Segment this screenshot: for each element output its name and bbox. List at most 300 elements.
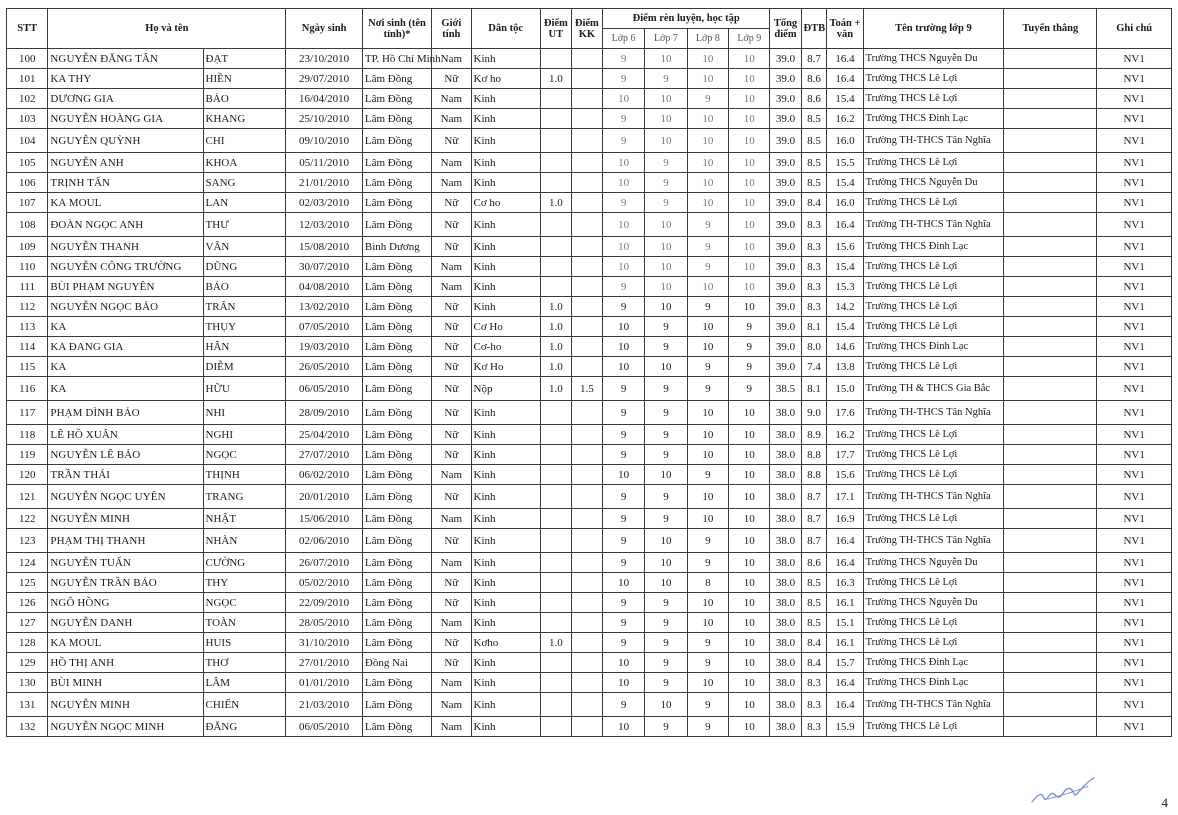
row-notes: NV1	[1097, 69, 1172, 89]
row-grade6: 10	[602, 213, 644, 237]
row-birth-date: 15/08/2010	[286, 237, 363, 257]
row-grade7: 9	[645, 509, 687, 529]
row-ethnicity: Kinh	[471, 109, 540, 129]
row-grade8: 9	[687, 717, 728, 737]
row-birth-place: Bình Dương	[362, 237, 431, 257]
row-surname: ĐOÀN NGỌC ANH	[48, 213, 203, 237]
row-grade9: 10	[729, 613, 770, 633]
row-direct-admission	[1004, 337, 1097, 357]
row-grade7: 10	[645, 237, 687, 257]
row-ethnicity: Kinh	[471, 465, 540, 485]
row-direct-admission	[1004, 277, 1097, 297]
row-grade9: 10	[729, 257, 770, 277]
row-birth-date: 22/09/2010	[286, 593, 363, 613]
row-ethnicity: Kinh	[471, 129, 540, 153]
row-school: Trường TH-THCS Tân Nghĩa	[863, 529, 1004, 553]
row-given-name: HỮU	[203, 377, 286, 401]
row-total: 38.0	[770, 529, 801, 553]
header-full-name: Họ và tên	[48, 9, 286, 49]
row-bonus-points	[571, 89, 602, 109]
row-priority-points	[540, 553, 571, 573]
row-notes: NV1	[1097, 89, 1172, 109]
row-birth-place: Lâm Đồng	[362, 89, 431, 109]
row-school: Trường THCS Đinh Lạc	[863, 109, 1004, 129]
header-grade8: Lớp 8	[687, 29, 728, 49]
row-stt: 114	[7, 337, 48, 357]
table-row	[7, 317, 1172, 337]
row-average: 8.3	[801, 277, 827, 297]
row-priority-points	[540, 573, 571, 593]
row-grade6: 9	[602, 445, 644, 465]
row-gender: Nữ	[432, 213, 471, 237]
row-surname: NGUYỄN MINH	[48, 693, 203, 717]
row-ethnicity: Kinh	[471, 445, 540, 465]
header-ethnicity: Dân tộc	[471, 9, 540, 49]
row-birth-date: 07/05/2010	[286, 317, 363, 337]
row-birth-date: 31/10/2010	[286, 633, 363, 653]
row-stt: 127	[7, 613, 48, 633]
header-birth-date: Ngày sinh	[286, 9, 363, 49]
row-birth-date: 23/10/2010	[286, 49, 363, 69]
row-bonus-points	[571, 593, 602, 613]
row-stt: 118	[7, 425, 48, 445]
row-grade9: 10	[729, 425, 770, 445]
row-priority-points	[540, 717, 571, 737]
row-stt: 125	[7, 573, 48, 593]
row-grade7: 9	[645, 425, 687, 445]
row-gender: Nữ	[432, 401, 471, 425]
row-total: 38.0	[770, 717, 801, 737]
row-direct-admission	[1004, 153, 1097, 173]
row-grade7: 10	[645, 109, 687, 129]
row-math-literature: 15.4	[827, 173, 863, 193]
row-total: 39.0	[770, 317, 801, 337]
row-average: 8.5	[801, 173, 827, 193]
row-total: 39.0	[770, 277, 801, 297]
row-notes: NV1	[1097, 337, 1172, 357]
row-math-literature: 16.4	[827, 529, 863, 553]
row-bonus-points	[571, 509, 602, 529]
row-direct-admission	[1004, 89, 1097, 109]
row-math-literature: 16.4	[827, 49, 863, 69]
row-grade7: 9	[645, 445, 687, 465]
row-total: 39.0	[770, 237, 801, 257]
row-grade9: 10	[729, 445, 770, 465]
table-row	[7, 717, 1172, 737]
row-grade7: 10	[645, 465, 687, 485]
row-bonus-points	[571, 717, 602, 737]
header-conduct-study-points: Điểm rèn luyện, học tập	[602, 9, 770, 29]
row-grade7: 9	[645, 69, 687, 89]
row-grade7: 9	[645, 317, 687, 337]
table-row	[7, 173, 1172, 193]
row-grade9: 10	[729, 593, 770, 613]
row-notes: NV1	[1097, 613, 1172, 633]
row-grade8: 9	[687, 653, 728, 673]
row-surname: NGUYỄN ĐĂNG TÂN	[48, 49, 203, 69]
row-grade8: 8	[687, 573, 728, 593]
row-grade7: 9	[645, 673, 687, 693]
row-math-literature: 14.6	[827, 337, 863, 357]
row-school: Trường TH-THCS Tân Nghĩa	[863, 213, 1004, 237]
row-total: 38.0	[770, 445, 801, 465]
row-notes: NV1	[1097, 693, 1172, 717]
row-grade7: 9	[645, 613, 687, 633]
row-direct-admission	[1004, 633, 1097, 653]
row-grade8: 10	[687, 173, 728, 193]
row-birth-date: 02/03/2010	[286, 193, 363, 213]
row-birth-date: 06/05/2010	[286, 717, 363, 737]
row-total: 38.0	[770, 653, 801, 673]
row-notes: NV1	[1097, 377, 1172, 401]
row-direct-admission	[1004, 653, 1097, 673]
row-math-literature: 17.7	[827, 445, 863, 465]
row-birth-place: Đồng Nai	[362, 653, 431, 673]
row-direct-admission	[1004, 193, 1097, 213]
row-direct-admission	[1004, 317, 1097, 337]
row-surname: KA THY	[48, 69, 203, 89]
row-grade6: 9	[602, 693, 644, 717]
row-gender: Nam	[432, 49, 471, 69]
row-gender: Nữ	[432, 317, 471, 337]
row-surname: NGUYỄN DANH	[48, 613, 203, 633]
row-school: Trường TH & THCS Gia Bắc	[863, 377, 1004, 401]
row-total: 39.0	[770, 153, 801, 173]
row-grade9: 10	[729, 553, 770, 573]
row-grade7: 9	[645, 173, 687, 193]
row-surname: KA MOUL	[48, 633, 203, 653]
row-surname: HỒ THỊ ANH	[48, 653, 203, 673]
row-birth-date: 04/08/2010	[286, 277, 363, 297]
row-math-literature: 16.9	[827, 509, 863, 529]
row-given-name: THỊNH	[203, 465, 286, 485]
table-row	[7, 49, 1172, 69]
row-direct-admission	[1004, 69, 1097, 89]
row-average: 8.3	[801, 693, 827, 717]
row-priority-points	[540, 401, 571, 425]
row-priority-points	[540, 89, 571, 109]
row-notes: NV1	[1097, 553, 1172, 573]
row-given-name: NGỌC	[203, 445, 286, 465]
row-grade7: 9	[645, 193, 687, 213]
row-grade8: 10	[687, 277, 728, 297]
row-given-name: SANG	[203, 173, 286, 193]
row-ethnicity: Kinh	[471, 553, 540, 573]
row-surname: NGUYỄN TUẤN	[48, 553, 203, 573]
row-math-literature: 17.6	[827, 401, 863, 425]
row-ethnicity: Cơ Ho	[471, 317, 540, 337]
row-stt: 132	[7, 717, 48, 737]
row-bonus-points	[571, 337, 602, 357]
row-school: Trường THCS Lê Lợi	[863, 465, 1004, 485]
row-school: Trường TH-THCS Tân Nghĩa	[863, 129, 1004, 153]
row-given-name: THỤY	[203, 317, 286, 337]
row-surname: PHẠM THỊ THANH	[48, 529, 203, 553]
row-math-literature: 16.2	[827, 425, 863, 445]
row-stt: 126	[7, 593, 48, 613]
row-grade6: 10	[602, 357, 644, 377]
row-gender: Nữ	[432, 69, 471, 89]
row-math-literature: 15.6	[827, 465, 863, 485]
row-notes: NV1	[1097, 49, 1172, 69]
row-priority-points	[540, 425, 571, 445]
row-average: 8.1	[801, 317, 827, 337]
row-bonus-points	[571, 673, 602, 693]
row-ethnicity: Kinh	[471, 49, 540, 69]
row-ethnicity: Kinh	[471, 717, 540, 737]
row-grade7: 10	[645, 357, 687, 377]
row-surname: NGUYỄN ANH	[48, 153, 203, 173]
header-gender: Giới tính	[432, 9, 471, 49]
row-average: 8.6	[801, 69, 827, 89]
row-grade6: 9	[602, 613, 644, 633]
row-birth-place: Lâm Đồng	[362, 109, 431, 129]
row-grade8: 9	[687, 357, 728, 377]
row-given-name: NGỌC	[203, 593, 286, 613]
row-school: Trường THCS Lê Lợi	[863, 317, 1004, 337]
row-surname: KA	[48, 357, 203, 377]
row-given-name: NHÀN	[203, 529, 286, 553]
page-number: 4	[1161, 795, 1168, 810]
row-average: 8.8	[801, 465, 827, 485]
row-bonus-points	[571, 573, 602, 593]
row-direct-admission	[1004, 573, 1097, 593]
row-bonus-points	[571, 529, 602, 553]
row-grade9: 9	[729, 377, 770, 401]
row-priority-points	[540, 673, 571, 693]
row-math-literature: 15.0	[827, 377, 863, 401]
row-gender: Nữ	[432, 593, 471, 613]
row-priority-points	[540, 213, 571, 237]
row-total: 39.0	[770, 109, 801, 129]
row-bonus-points	[571, 257, 602, 277]
row-given-name: NGHI	[203, 425, 286, 445]
row-direct-admission	[1004, 377, 1097, 401]
table-row	[7, 529, 1172, 553]
row-bonus-points	[571, 613, 602, 633]
row-bonus-points	[571, 553, 602, 573]
row-birth-place: Lâm Đồng	[362, 213, 431, 237]
row-bonus-points	[571, 277, 602, 297]
row-surname: NGUYỄN LÊ BẢO	[48, 445, 203, 465]
row-bonus-points	[571, 237, 602, 257]
row-surname: BÙI PHẠM NGUYÊN	[48, 277, 203, 297]
row-stt: 107	[7, 193, 48, 213]
row-priority-points: 1.0	[540, 317, 571, 337]
row-grade9: 9	[729, 357, 770, 377]
row-priority-points	[540, 653, 571, 673]
row-bonus-points	[571, 297, 602, 317]
row-stt: 109	[7, 237, 48, 257]
row-surname: PHẠM DÌNH BẢO	[48, 401, 203, 425]
row-bonus-points	[571, 109, 602, 129]
row-direct-admission	[1004, 257, 1097, 277]
row-grade9: 10	[729, 237, 770, 257]
row-grade7: 10	[645, 553, 687, 573]
row-grade7: 9	[645, 401, 687, 425]
row-notes: NV1	[1097, 173, 1172, 193]
row-stt: 108	[7, 213, 48, 237]
table-row	[7, 237, 1172, 257]
row-gender: Nam	[432, 173, 471, 193]
row-birth-place: Lâm Đồng	[362, 465, 431, 485]
row-birth-place: Lâm Đồng	[362, 257, 431, 277]
row-bonus-points	[571, 445, 602, 465]
table-row	[7, 633, 1172, 653]
row-total: 39.0	[770, 357, 801, 377]
row-gender: Nam	[432, 257, 471, 277]
row-given-name: DŨNG	[203, 257, 286, 277]
row-birth-date: 13/02/2010	[286, 297, 363, 317]
row-ethnicity: Kinh	[471, 425, 540, 445]
row-grade6: 10	[602, 573, 644, 593]
row-school: Trường THCS Lê Lợi	[863, 89, 1004, 109]
table-row	[7, 277, 1172, 297]
row-birth-place: Lâm Đồng	[362, 173, 431, 193]
row-gender: Nữ	[432, 633, 471, 653]
row-ethnicity: Kinh	[471, 153, 540, 173]
row-ethnicity: Kơho	[471, 633, 540, 653]
row-grade9: 10	[729, 129, 770, 153]
row-grade8: 9	[687, 465, 728, 485]
row-grade8: 9	[687, 213, 728, 237]
row-notes: NV1	[1097, 297, 1172, 317]
row-average: 8.5	[801, 593, 827, 613]
row-ethnicity: Kinh	[471, 509, 540, 529]
row-math-literature: 16.4	[827, 693, 863, 717]
row-grade8: 10	[687, 49, 728, 69]
row-birth-date: 29/07/2010	[286, 69, 363, 89]
row-grade8: 9	[687, 693, 728, 717]
row-total: 38.0	[770, 401, 801, 425]
row-grade9: 10	[729, 465, 770, 485]
row-ethnicity: Kinh	[471, 257, 540, 277]
row-total: 38.0	[770, 573, 801, 593]
row-direct-admission	[1004, 465, 1097, 485]
row-grade6: 9	[602, 401, 644, 425]
row-direct-admission	[1004, 613, 1097, 633]
row-grade9: 10	[729, 277, 770, 297]
row-given-name: TRANG	[203, 485, 286, 509]
row-notes: NV1	[1097, 633, 1172, 653]
row-average: 7.4	[801, 357, 827, 377]
row-grade7: 9	[645, 653, 687, 673]
row-grade7: 9	[645, 337, 687, 357]
row-total: 38.0	[770, 425, 801, 445]
row-priority-points: 1.0	[540, 297, 571, 317]
row-direct-admission	[1004, 401, 1097, 425]
row-birth-place: Lâm Đồng	[362, 553, 431, 573]
row-birth-date: 27/01/2010	[286, 653, 363, 673]
row-given-name: THY	[203, 573, 286, 593]
row-grade8: 10	[687, 593, 728, 613]
row-direct-admission	[1004, 357, 1097, 377]
row-notes: NV1	[1097, 357, 1172, 377]
row-stt: 113	[7, 317, 48, 337]
row-average: 8.7	[801, 529, 827, 553]
row-stt: 111	[7, 277, 48, 297]
row-given-name: BẢO	[203, 277, 286, 297]
row-ethnicity: Cơ ho	[471, 193, 540, 213]
row-birth-place: Lâm Đồng	[362, 193, 431, 213]
row-ethnicity: Kinh	[471, 401, 540, 425]
row-gender: Nam	[432, 89, 471, 109]
row-stt: 116	[7, 377, 48, 401]
row-grade6: 9	[602, 633, 644, 653]
row-direct-admission	[1004, 529, 1097, 553]
row-priority-points	[540, 613, 571, 633]
row-given-name: HIỀN	[203, 69, 286, 89]
row-grade6: 9	[602, 49, 644, 69]
row-gender: Nữ	[432, 337, 471, 357]
row-notes: NV1	[1097, 529, 1172, 553]
row-stt: 130	[7, 673, 48, 693]
row-school: Trường THCS Lê Lợi	[863, 69, 1004, 89]
table-row	[7, 69, 1172, 89]
row-average: 8.0	[801, 337, 827, 357]
row-birth-place: Lâm Đồng	[362, 529, 431, 553]
row-direct-admission	[1004, 425, 1097, 445]
row-ethnicity: Kinh	[471, 613, 540, 633]
row-total: 39.0	[770, 297, 801, 317]
row-surname: NGÔ HỒNG	[48, 593, 203, 613]
row-birth-place: Lâm Đồng	[362, 153, 431, 173]
row-birth-place: Lâm Đồng	[362, 445, 431, 465]
table-row	[7, 653, 1172, 673]
row-birth-place: Lâm Đồng	[362, 377, 431, 401]
row-birth-place: Lâm Đồng	[362, 425, 431, 445]
row-math-literature: 15.4	[827, 317, 863, 337]
handwritten-signature-icon	[1028, 772, 1098, 808]
row-ethnicity: Kinh	[471, 297, 540, 317]
row-given-name: CHI	[203, 129, 286, 153]
row-priority-points	[540, 173, 571, 193]
row-grade6: 9	[602, 593, 644, 613]
row-grade8: 10	[687, 109, 728, 129]
row-notes: NV1	[1097, 509, 1172, 529]
row-priority-points	[540, 593, 571, 613]
row-bonus-points	[571, 465, 602, 485]
table-row	[7, 153, 1172, 173]
row-birth-date: 19/03/2010	[286, 337, 363, 357]
row-priority-points	[540, 485, 571, 509]
row-stt: 128	[7, 633, 48, 653]
row-math-literature: 16.4	[827, 673, 863, 693]
row-school: Trường THCS Lê Lợi	[863, 277, 1004, 297]
row-grade9: 10	[729, 529, 770, 553]
row-birth-date: 25/04/2010	[286, 425, 363, 445]
row-total: 39.0	[770, 129, 801, 153]
row-grade6: 10	[602, 673, 644, 693]
row-priority-points: 1.0	[540, 69, 571, 89]
row-direct-admission	[1004, 213, 1097, 237]
row-average: 8.5	[801, 613, 827, 633]
row-stt: 102	[7, 89, 48, 109]
row-school: Trường TH-THCS Tân Nghĩa	[863, 401, 1004, 425]
row-school: Trường THCS Lê Lợi	[863, 573, 1004, 593]
row-stt: 119	[7, 445, 48, 465]
row-direct-admission	[1004, 297, 1097, 317]
row-math-literature: 13.8	[827, 357, 863, 377]
table-row	[7, 193, 1172, 213]
row-gender: Nữ	[432, 357, 471, 377]
row-grade7: 10	[645, 529, 687, 553]
row-grade8: 10	[687, 445, 728, 465]
row-gender: Nữ	[432, 193, 471, 213]
row-grade9: 10	[729, 213, 770, 237]
row-grade6: 9	[602, 553, 644, 573]
row-grade6: 9	[602, 377, 644, 401]
